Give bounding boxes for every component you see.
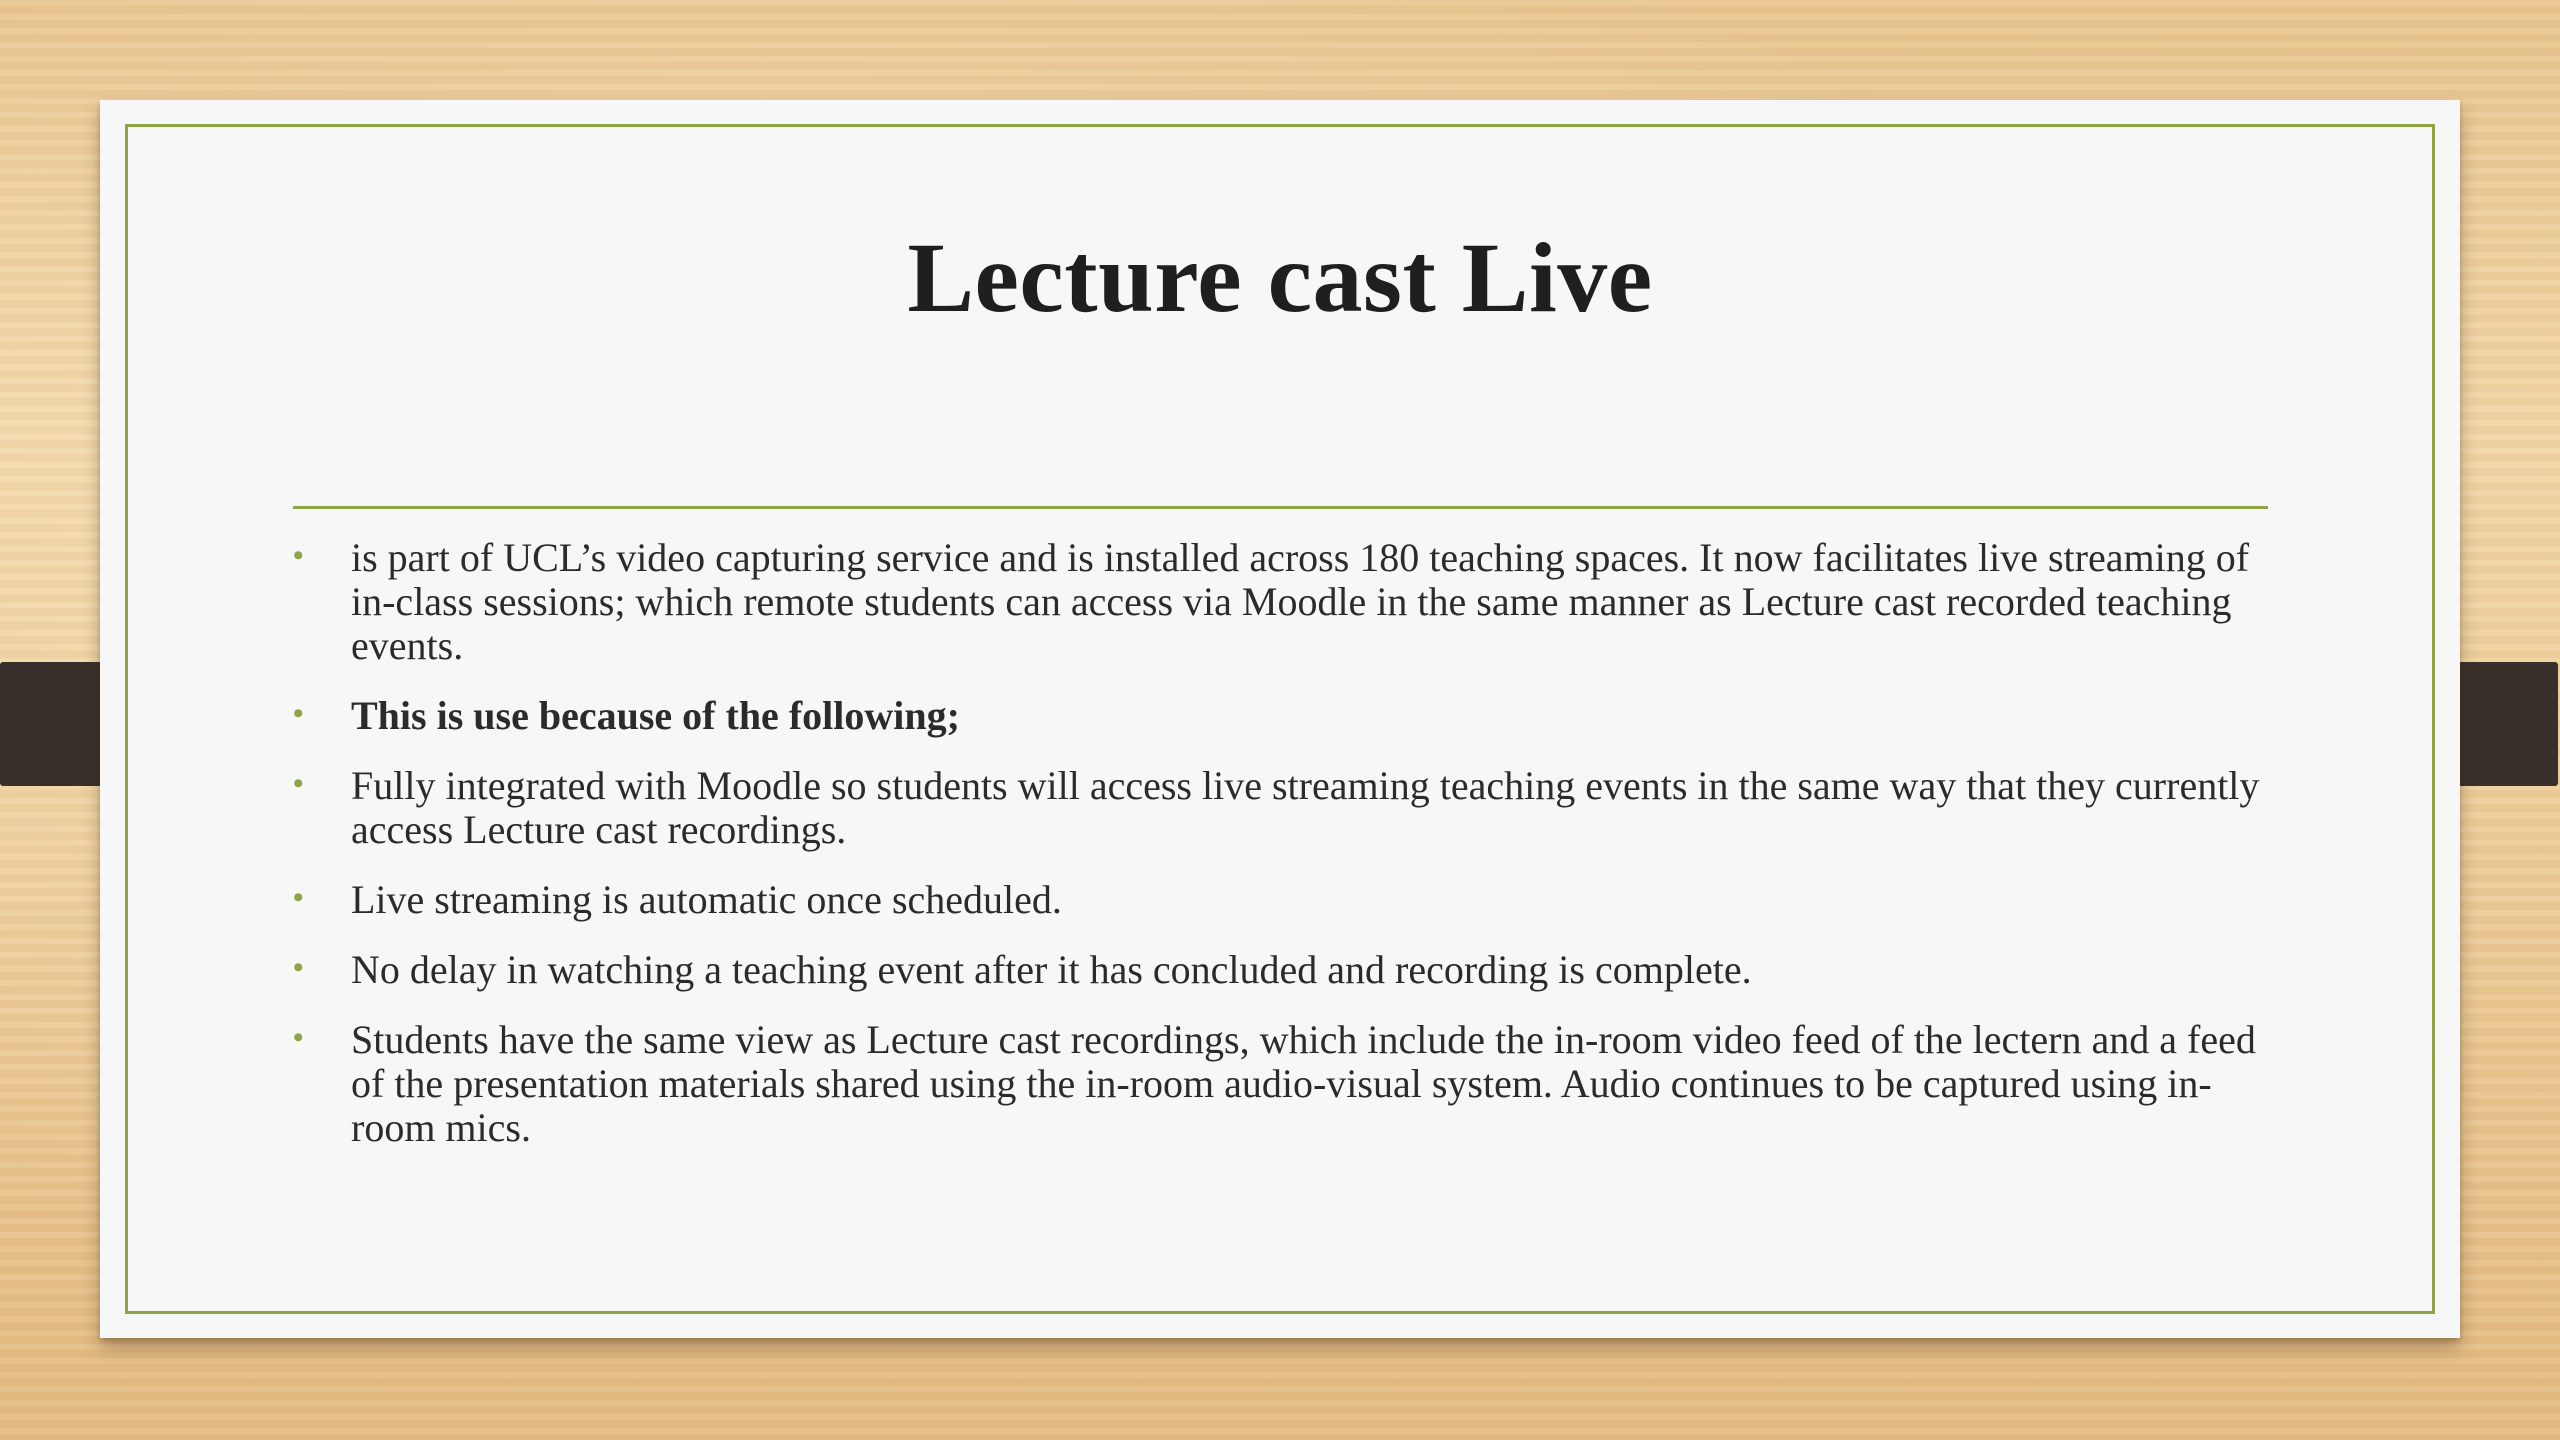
bullet-icon: •: [293, 1021, 304, 1054]
bullet-item: [293, 764, 2283, 852]
bullet-icon: •: [293, 539, 304, 572]
slide-card: [100, 100, 2460, 1338]
bullet-icon: •: [293, 767, 304, 800]
bullet-icon: •: [293, 881, 304, 914]
bullet-text: Fully integrated with Moodle so students will access live streaming teaching events in the same way that they currently access Lecture cast recordings.: [351, 763, 2260, 852]
bullet-item: [293, 1018, 2283, 1150]
bullet-icon: •: [293, 697, 304, 730]
slide-title: Lecture cast Live: [907, 222, 1653, 333]
bullet-item: [293, 948, 2283, 992]
bullet-text: This is use because of the following;: [351, 693, 960, 738]
bullet-item: [293, 878, 2283, 922]
bullet-item: [293, 536, 2283, 668]
bullet-list: [293, 536, 2283, 1176]
bullet-text: Live streaming is automatic once scheduled.: [351, 877, 1062, 922]
bullet-text: No delay in watching a teaching event after it has concluded and recording is complete.: [351, 947, 1752, 992]
title-divider: [293, 506, 2268, 509]
bullet-text: Students have the same view as Lecture cast recordings, which include the in-room video feed of the lectern and a feed of the presentation materials shared using the in-room audio-visual system. Audio continues to be captured using in-room mics.: [351, 1017, 2256, 1150]
bullet-text: is part of UCL’s video capturing service and is installed across 180 teaching spaces. It now facilitates live streaming of in-class sessions; which remote students can access via Moodle in the same manner as Lecture cast recorded teaching events.: [351, 535, 2250, 668]
bullet-icon: •: [293, 951, 304, 984]
bullet-item: [293, 694, 2283, 738]
